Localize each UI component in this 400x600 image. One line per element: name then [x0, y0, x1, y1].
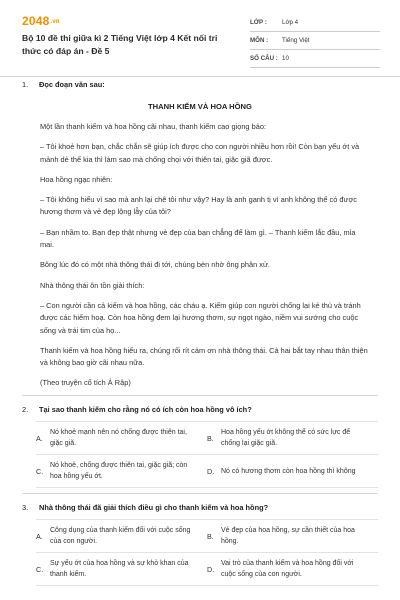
passage-paragraph: Nhà thông thái ôn tồn giải thích: [40, 280, 145, 290]
option-row [36, 422, 378, 455]
option-b[interactable] [207, 422, 378, 454]
option-text: Vẻ đẹp của hoa hồng, sự cần thiết của hoa hồng. [221, 527, 355, 545]
option-row [36, 520, 378, 553]
meta-value: Tiếng Việt [282, 37, 310, 44]
site-logo[interactable] [22, 14, 60, 28]
passage-paragraph: – Tôi khoẻ hơn bạn, chắc chắn sẽ giúp ích được cho con người nhiều hơn rồi! Còn bạn yếu ớt và mảnh dẻ thế kia thì làm sao mà chống chọi với thiên tai, giặc giã được. [40, 142, 360, 164]
option-letter: D. [207, 466, 215, 476]
option-letter: B. [207, 433, 214, 443]
option-letter: C. [36, 466, 44, 476]
header-divider [0, 76, 400, 77]
meta-row-count [250, 50, 380, 68]
option-c[interactable] [36, 553, 207, 585]
meta-row-grade [250, 14, 380, 32]
question-1 [22, 80, 378, 398]
passage-paragraph: Hoa hồng ngạc nhiên: [40, 174, 113, 184]
logo-suffix: .vn [50, 18, 60, 25]
document-title: Bộ 10 đề thi giữa kì 2 Tiếng Việt lớp 4 Kết nối tri thức có đáp án - Đề 5 [22, 33, 218, 56]
meta-value: 10 [282, 55, 289, 62]
meta-value: Lớp 4 [282, 19, 299, 26]
logo-text: 2048 [22, 14, 50, 28]
passage-paragraph: – Bạn nhầm to. Bạn đẹp thật nhưng vẻ đẹp của bạn chẳng để làm gì. – Thanh kiếm lắc đầu, mỉa mai. [40, 227, 356, 250]
question-number: 3. [22, 503, 29, 512]
option-letter: D. [207, 564, 215, 574]
answer-options [36, 421, 378, 488]
meta-key: SỐ CÂU : [250, 55, 278, 62]
option-c[interactable] [36, 455, 207, 487]
option-a[interactable] [36, 422, 207, 454]
meta-key: MÔN : [250, 37, 269, 44]
question-number: 2. [22, 405, 29, 414]
page-header [0, 0, 400, 76]
option-text: Nó có hương thơm còn hoa hồng thì không [221, 467, 356, 475]
reading-title: THANH KIẾM VÀ HOA HỒNG [148, 102, 252, 111]
option-d[interactable] [207, 553, 378, 585]
option-text: Hoa hồng yếu ớt không thể có sức lực để chống lại giặc giã. [221, 429, 351, 447]
option-b[interactable] [207, 520, 378, 552]
option-letter: A. [36, 433, 43, 443]
meta-row-subject [250, 32, 380, 50]
question-prompt: Nhà thông thái đã giải thích điều gì cho thanh kiếm và hoa hồng? [39, 503, 269, 512]
passage-paragraph: Bông lúc đó có một nhà thông thái đi tới, chúng bèn nhờ ông phân xử. [40, 260, 270, 270]
option-letter: C. [36, 564, 44, 574]
question-prompt: Đọc đoạn văn sau: [39, 80, 105, 89]
question-header [22, 503, 378, 512]
passage-paragraph: Thanh kiếm và hoa hồng hiểu ra, chúng rối rít cảm ơn nhà thông thái. Cả hai bắt tay nhau thân thiện và không bao giờ cãi nhau nữa. [40, 345, 368, 368]
option-text: Vai trò của thanh kiếm và hoa hồng đối với cuộc sống của con người. [221, 560, 354, 578]
question-2 [22, 395, 378, 488]
meta-key: LỚP : [250, 19, 267, 26]
option-letter: A. [36, 531, 43, 541]
option-letter: B. [207, 531, 214, 541]
option-text: Sự yếu ớt của hoa hồng và sự khỏ khan của thanh kiếm. [50, 560, 189, 578]
passage-paragraph: – Con người cần cả kiếm và hoa hồng, các cháu ạ. Kiếm giúp con người chống lại kẻ thù và tránh được các hiểm hoạ. Còn hoa hồng đem lại hương thơm, sự ngọt ngào, niềm vui sướng cho cuộc sống và trái tim của họ... [40, 300, 361, 335]
option-text: Nó khoẻ mạnh nên nó chống được thiên tai, giặc giã. [50, 429, 187, 447]
option-text: Nó khoẻ, chống được thiên tai, giặc giã; còn hoa hồng yếu ớt. [50, 462, 188, 480]
option-row [36, 553, 378, 586]
question-header [22, 80, 378, 89]
option-row [36, 455, 378, 488]
reading-passage [40, 121, 370, 390]
question-prompt: Tại sao thanh kiếm cho rằng nó có ích còn hoa hồng vô ích? [39, 405, 252, 414]
option-d[interactable] [207, 455, 378, 487]
option-text: Công dụng của thanh kiếm đối với cuộc sống của con người. [50, 527, 191, 545]
meta-table [250, 14, 380, 68]
question-3 [22, 493, 378, 586]
passage-paragraph: – Tôi không hiểu vì sao mà anh lại chê tôi như vậy? Hay là anh ganh tị vì anh không thể có được hương thơm và vẻ đẹp lộng lẫy của tôi? [40, 195, 357, 217]
question-number: 1. [22, 80, 29, 89]
question-header [22, 405, 378, 414]
answer-options [36, 519, 378, 586]
option-a[interactable] [36, 520, 207, 552]
passage-source: (Theo truyện cổ tích Ả Rập) [40, 378, 131, 388]
passage-paragraph: Một lần thanh kiếm và hoa hồng cãi nhau, thanh kiếm cao giọng bảo: [40, 122, 266, 131]
